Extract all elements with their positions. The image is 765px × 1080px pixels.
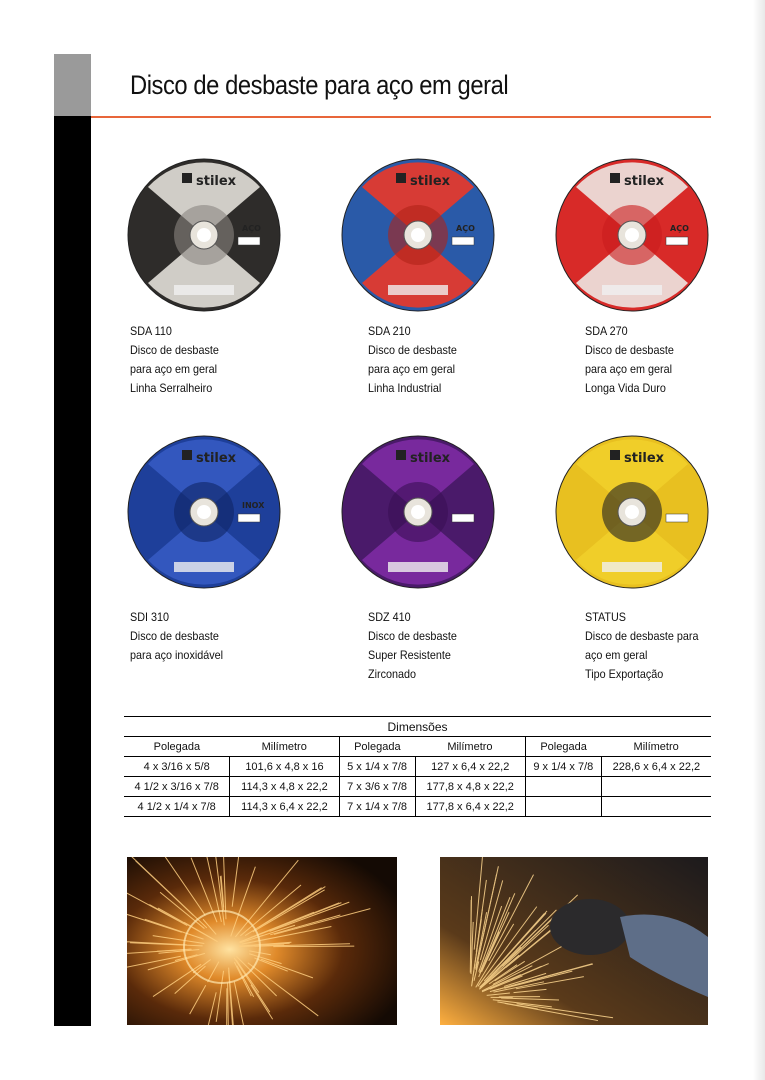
- svg-text:stilex: stilex: [624, 174, 665, 189]
- svg-text:AÇO: AÇO: [670, 224, 689, 233]
- column-header: Milímetro: [230, 737, 339, 757]
- product-description-line: Disco de desbaste: [585, 343, 674, 357]
- product-description-line: para aço em geral: [585, 362, 673, 376]
- column-header: Polegada: [339, 737, 415, 757]
- grinding-sparks-photo-1: [127, 857, 397, 1025]
- product-caption: [130, 608, 233, 665]
- table-cell: 4 1/2 x 1/4 x 7/8: [124, 797, 230, 817]
- product-description-line: Disco de desbaste: [130, 629, 219, 643]
- table-row: [124, 777, 711, 797]
- title-divider: [91, 116, 711, 118]
- product-description-line: Super Resistente: [368, 648, 451, 662]
- dimensions-table: [124, 716, 711, 817]
- table-cell: 177,8 x 4,8 x 22,2: [415, 777, 525, 797]
- sparks-illustration: [440, 857, 708, 1025]
- table-cell: 114,3 x 6,4 x 22,2: [230, 797, 339, 817]
- product-caption: [130, 322, 229, 398]
- product-code: SDA 110: [130, 324, 172, 338]
- spark-streak: [273, 946, 354, 947]
- table-cell: 4 1/2 x 3/16 x 7/8: [124, 777, 230, 797]
- product-description-line: para aço em geral: [368, 362, 456, 376]
- svg-text:stilex: stilex: [196, 174, 237, 189]
- product-description-line: Disco de desbaste: [368, 343, 457, 357]
- product-description-line: para aço em geral: [130, 362, 218, 376]
- svg-text:AÇO: AÇO: [242, 224, 261, 233]
- grinding-disc-image: [554, 434, 710, 590]
- product-description-line: Zirconado: [368, 667, 417, 681]
- table-cell: 127 x 6,4 x 22,2: [415, 757, 525, 777]
- product-description-line: Disco de desbaste: [130, 343, 219, 357]
- product-code: STATUS: [585, 610, 627, 624]
- table-cell: [601, 777, 711, 797]
- product-description-line: Disco de desbaste: [368, 629, 457, 643]
- product-code: SDZ 410: [368, 610, 411, 624]
- product-description-line: Disco de desbaste para: [585, 629, 699, 643]
- table-cell: 177,8 x 6,4 x 22,2: [415, 797, 525, 817]
- grinding-disc-image: [126, 157, 282, 313]
- table-caption: Dimensões: [124, 717, 711, 737]
- table-cell: [601, 797, 711, 817]
- page-title: Disco de desbaste para aço em geral: [130, 70, 509, 100]
- side-bar-black: [54, 116, 91, 1026]
- grinding-disc-image: [126, 434, 282, 590]
- product-description-line: para aço inoxidável: [130, 648, 224, 662]
- product-description-line: Longa Vida Duro: [585, 381, 666, 395]
- table-cell: 4 x 3/16 x 5/8: [124, 757, 230, 777]
- table-row: [124, 797, 711, 817]
- column-header: Milímetro: [415, 737, 525, 757]
- table-cell: 228,6 x 6,4 x 22,2: [601, 757, 711, 777]
- grinding-sparks-photo-2: [440, 857, 708, 1025]
- table-cell: [525, 797, 601, 817]
- grinding-disc-image: [340, 434, 496, 590]
- product-description-line: Linha Serralheiro: [130, 381, 213, 395]
- product-code: SDA 270: [585, 324, 628, 338]
- table-cell: 7 x 3/6 x 7/8: [339, 777, 415, 797]
- product-description-line: aço em geral: [585, 648, 648, 662]
- table-cell: 101,6 x 4,8 x 16: [230, 757, 339, 777]
- svg-text:AÇO: AÇO: [456, 224, 475, 233]
- table-cell: 5 x 1/4 x 7/8: [339, 757, 415, 777]
- column-header: Polegada: [124, 737, 230, 757]
- sparks-illustration: [127, 857, 397, 1025]
- product-caption: [368, 608, 467, 684]
- table-cell: 114,3 x 4,8 x 22,2: [230, 777, 339, 797]
- grinding-disc-image: [554, 157, 710, 313]
- table-cell: 9 x 1/4 x 7/8: [525, 757, 601, 777]
- grinding-disc-image: [340, 157, 496, 313]
- product-code: SDA 210: [368, 324, 411, 338]
- page-edge-shadow: [753, 0, 765, 1080]
- product-code: SDI 310: [130, 610, 170, 624]
- column-header: Milímetro: [601, 737, 711, 757]
- svg-text:stilex: stilex: [410, 174, 451, 189]
- product-description-line: Linha Industrial: [368, 381, 442, 395]
- product-caption: [585, 608, 711, 684]
- side-bar-gray: [54, 54, 91, 116]
- svg-text:stilex: stilex: [196, 451, 237, 466]
- svg-text:stilex: stilex: [624, 451, 665, 466]
- product-description-line: Tipo Exportação: [585, 667, 664, 681]
- svg-text:INOX: INOX: [242, 501, 265, 510]
- table-cell: 7 x 1/4 x 7/8: [339, 797, 415, 817]
- product-caption: [585, 322, 684, 398]
- product-caption: [368, 322, 467, 398]
- table-cell: [525, 777, 601, 797]
- svg-text:stilex: stilex: [410, 451, 451, 466]
- table-row: [124, 757, 711, 777]
- column-header: Polegada: [525, 737, 601, 757]
